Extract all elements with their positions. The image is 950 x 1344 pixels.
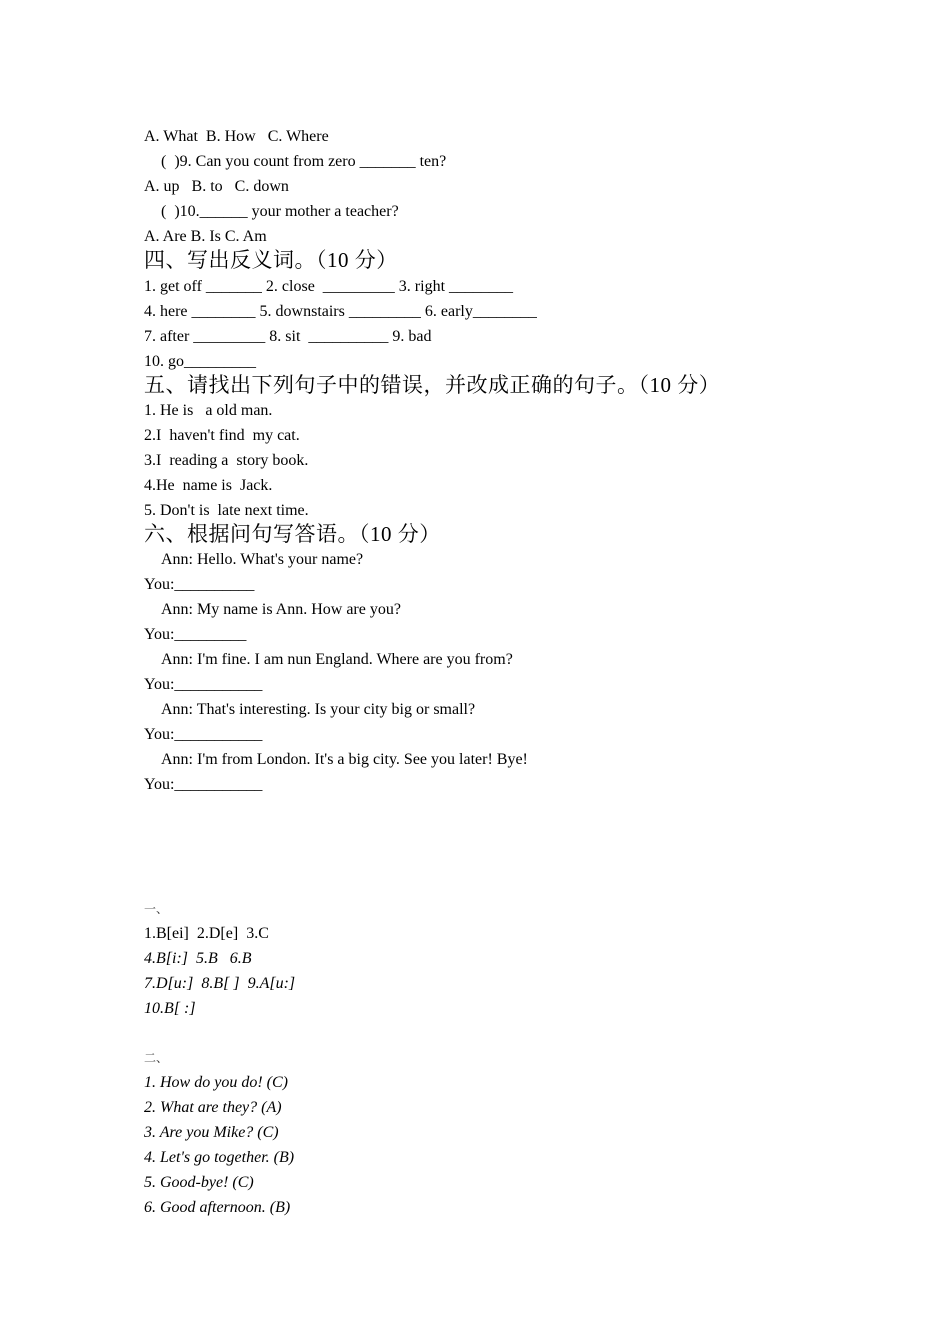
- q10-options: A. Are B. Is C. Am: [144, 228, 267, 245]
- section4-line: 4. here ________ 5. downstairs _________ 6. early________: [144, 303, 537, 320]
- section5-heading: 五、请找出下列句子中的错误，并改成正确的句子。（10 分）: [144, 373, 721, 397]
- section4-line: 10. go_________: [144, 353, 256, 370]
- dialogue-ann-line: Ann: That's interesting. Is your city big or small?: [161, 701, 476, 718]
- answers1-line: 7.D[u:] 8.B[ ] 9.A[u:]: [144, 975, 296, 992]
- dialogue-you-line: You:___________: [144, 676, 263, 693]
- answers1-label: 一、: [144, 902, 169, 916]
- dialogue-you-line: You:__________: [144, 576, 255, 593]
- answers2-line: 4. Let's go together. (B): [144, 1149, 295, 1166]
- dialogue-you-line: You:_________: [144, 626, 247, 643]
- section5-line: 5. Don't is late next time.: [144, 502, 309, 519]
- dialogue-you-line: You:___________: [144, 726, 263, 743]
- answers2-line: 1. How do you do! (C): [144, 1074, 288, 1091]
- q8-options: A. What B. How C. Where: [144, 128, 329, 145]
- section6-heading: 六、根据问句写答语。（10 分）: [144, 522, 441, 546]
- answers2-label: 二、: [144, 1051, 169, 1065]
- section5-line: 2.I haven't find my cat.: [144, 427, 300, 444]
- answers2-line: 5. Good-bye! (C): [144, 1174, 254, 1191]
- dialogue-ann-line: Ann: Hello. What's your name?: [161, 551, 364, 568]
- dialogue-you-line: You:___________: [144, 776, 263, 793]
- answers1-line: 10.B[ :]: [144, 1000, 196, 1017]
- section5-line: 1. He is a old man.: [144, 402, 273, 419]
- answers1-line: 4.B[i:] 5.B 6.B: [144, 950, 252, 967]
- q9-question: ( )9. Can you count from zero _______ ten?: [161, 153, 447, 170]
- section4-line: 1. get off _______ 2. close _________ 3. right ________: [144, 278, 514, 295]
- dialogue-ann-line: Ann: I'm fine. I am nun England. Where are you from?: [161, 651, 513, 668]
- section5-line: 3.I reading a story book.: [144, 452, 309, 469]
- answers2-line: 3. Are you Mike? (C): [144, 1124, 279, 1141]
- q10-question: ( )10.______ your mother a teacher?: [161, 203, 399, 220]
- dialogue-ann-line: Ann: My name is Ann. How are you?: [161, 601, 401, 618]
- section4-heading: 四、写出反义词。（10 分）: [144, 248, 398, 272]
- answers2-line: 2. What are they? (A): [144, 1099, 282, 1116]
- section4-line: 7. after _________ 8. sit __________ 9. bad: [144, 328, 432, 345]
- dialogue-ann-line: Ann: I'm from London. It's a big city. See you later! Bye!: [161, 751, 528, 768]
- q9-options: A. up B. to C. down: [144, 178, 289, 195]
- section5-line: 4.He name is Jack.: [144, 477, 273, 494]
- answers2-line: 6. Good afternoon. (B): [144, 1199, 291, 1216]
- answers1-line: 1.B[ei] 2.D[e] 3.C: [144, 925, 269, 942]
